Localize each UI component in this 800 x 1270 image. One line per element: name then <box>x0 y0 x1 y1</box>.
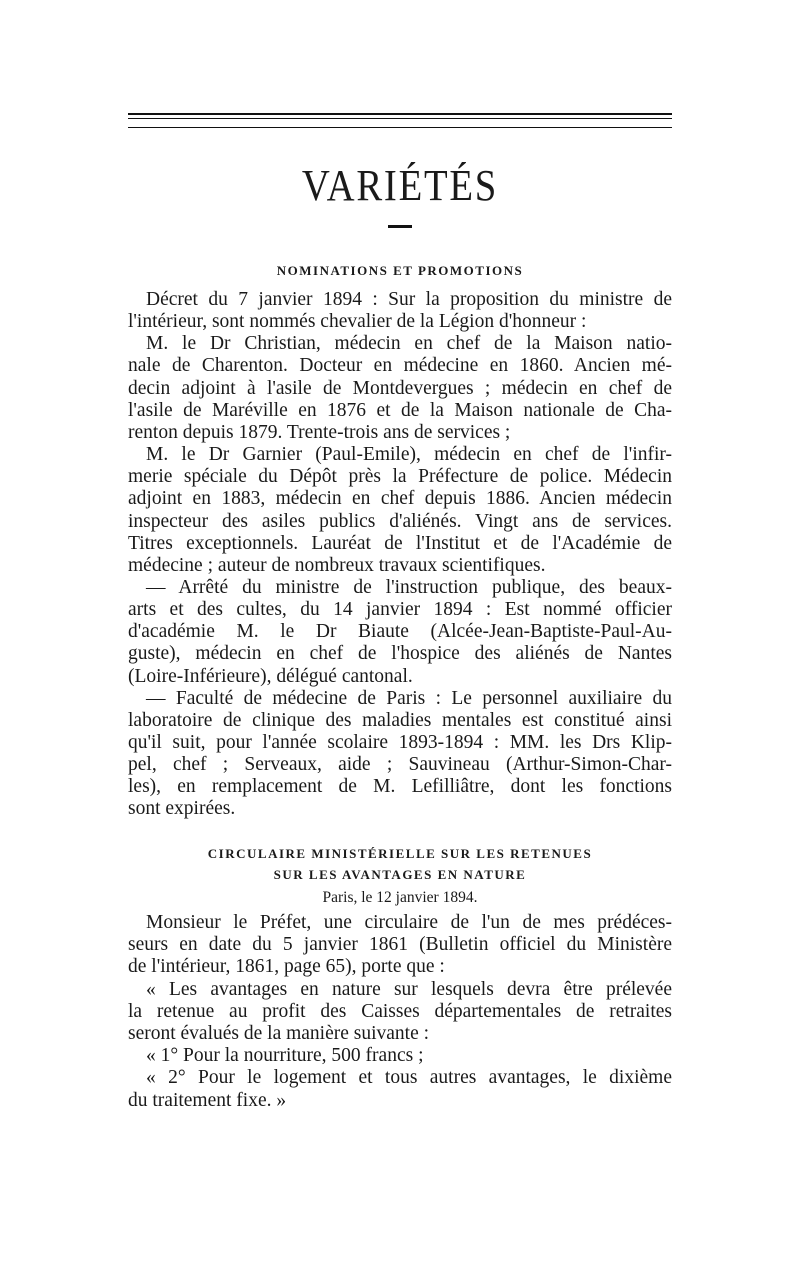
text-line: sont expirées. <box>128 798 236 820</box>
text-line: — Faculté de médecine de Paris : Le personnel auxiliaire du <box>146 687 672 709</box>
text-line: M. le Dr Christian, médecin en chef de la Maison natio- <box>146 333 672 355</box>
dateline: Paris, le 12 janvier 1894. <box>322 889 478 906</box>
text-line: qu'il suit, pour l'année scolaire 1893-1894 : MM. les Drs Klip- <box>128 732 672 753</box>
text-line: (Loire-Inférieure), délégué cantonal. <box>128 665 413 687</box>
section-heading-circulaire-line1: CIRCULAIRE MINISTÉRIELLE SUR LES RETENUES <box>207 846 593 861</box>
text-line: laboratoire de clinique des maladies mentales est constitué ainsi <box>128 709 672 731</box>
text-line: M. le Dr Garnier (Paul-Emile), médecin en chef de l'infir- <box>146 444 672 466</box>
text-line: du traitement fixe. » <box>128 1089 287 1111</box>
text-line: « Les avantages en nature sur lesquels devra être prélevée <box>146 978 672 1000</box>
section-heading-circulaire-line2: SUR LES AVANTAGES EN NATURE <box>273 867 527 882</box>
text-line: nale de Charenton. Docteur en médecine en 1860. Ancien mé- <box>128 355 672 377</box>
top-rule-single <box>128 127 672 128</box>
text-line: de l'intérieur, 1861, page 65), porte que : <box>128 956 445 978</box>
text-line: renton depuis 1879. Trente-trois ans de services ; <box>128 421 511 443</box>
text-line: — Arrêté du ministre de l'instruction publique, des beaux- <box>146 576 672 598</box>
text-line: adjoint en 1883, médecin en chef depuis 1886. Ancien médecin <box>128 488 672 510</box>
text-line: Monsieur le Préfet, une circulaire de l'un de mes prédéces- <box>146 912 672 933</box>
text-line: « 1° Pour la nourriture, 500 francs ; <box>146 1045 424 1067</box>
text-line: seront évalués de la manière suivante : <box>128 1023 430 1044</box>
text-line: l'asile de Maréville en 1876 et de la Maison nationale de Cha- <box>128 399 672 421</box>
text-line: l'intérieur, sont nommés chevalier de la Légion d'honneur : <box>128 311 587 333</box>
text-line: seurs en date du 5 janvier 1861 (Bulletin officiel du Ministère <box>128 934 672 956</box>
top-rule-thin <box>128 118 672 119</box>
page-title: VARIÉTÉS <box>301 161 499 210</box>
text-line: Décret du 7 janvier 1894 : Sur la proposition du ministre de <box>146 289 672 310</box>
text-line: « 2° Pour le logement et tous autres avantages, le dixième <box>146 1067 672 1089</box>
text-line: les), en remplacement de M. Lefilliâtre, dont les fonctions <box>128 776 672 798</box>
title-divider <box>388 225 412 228</box>
text-line: inspecteur des asiles publics d'aliénés. Vingt ans de services. <box>128 510 672 532</box>
top-rule-thick <box>128 113 672 115</box>
text-line: guste), médecin en chef de l'hospice des aliénés de Nantes <box>128 643 672 665</box>
text-line: arts et des cultes, du 14 janvier 1894 : Est nommé officier <box>128 599 672 621</box>
text-line: médecine ; auteur de nombreux travaux scientifiques. <box>128 554 546 576</box>
section-heading-nominations: NOMINATIONS ET PROMOTIONS <box>276 263 524 278</box>
text-line: decin adjoint à l'asile de Montdevergues ; médecin en chef de <box>128 377 672 399</box>
text-line: d'académie M. le Dr Biaute (Alcée-Jean-Baptiste-Paul-Au- <box>128 621 672 643</box>
text-line: pel, chef ; Serveaux, aide ; Sauvineau (Arthur-Simon-Char- <box>128 754 672 776</box>
text-line: Titres exceptionnels. Lauréat de l'Institut et de l'Académie de <box>128 532 672 554</box>
text-line: merie spéciale du Dépôt près la Préfecture de police. Médecin <box>128 466 672 488</box>
text-line: la retenue au profit des Caisses départementales de retraites <box>128 1000 672 1022</box>
